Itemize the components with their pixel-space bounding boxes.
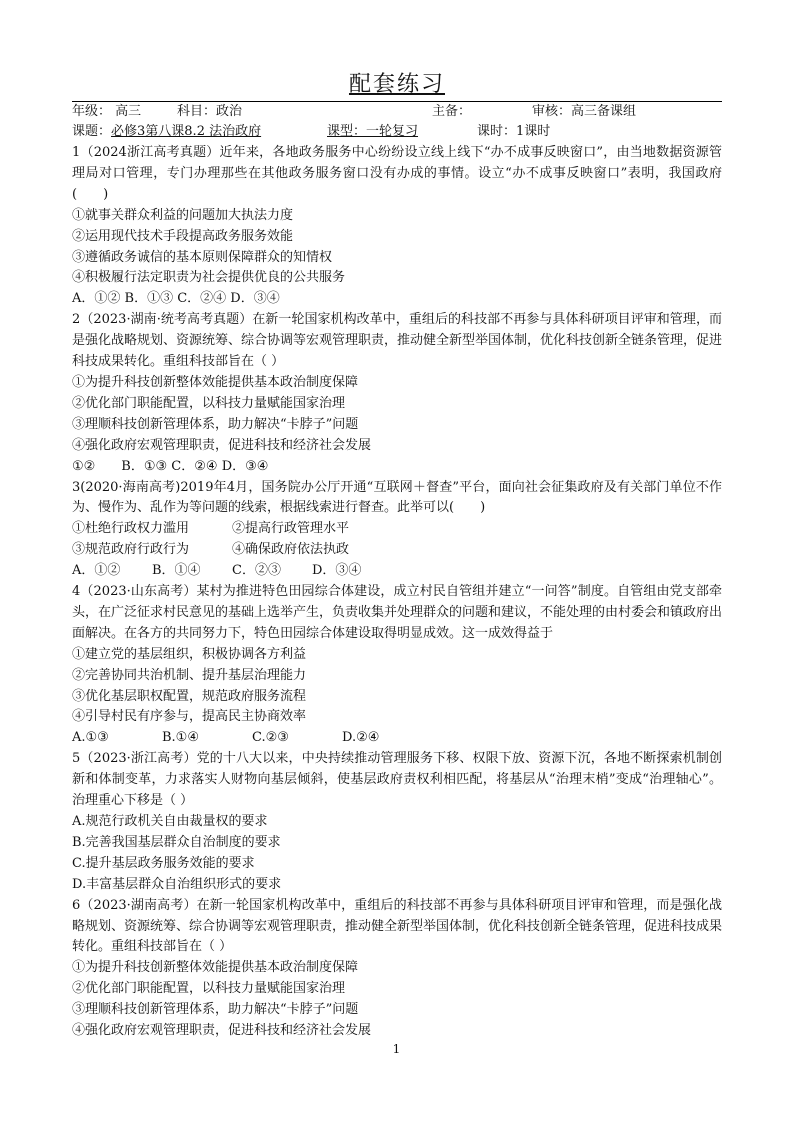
question-2 bbox=[72, 310, 722, 477]
page-number: 1 bbox=[392, 1042, 401, 1056]
question-option: ④强化政府宏观管理职责，促进科技和经济社会发展 bbox=[72, 437, 372, 453]
question-option: ②运用现代技术手段提高政务服务效能 bbox=[72, 228, 294, 244]
option-pair-row bbox=[72, 540, 722, 561]
grade-field: 年级： 高三 bbox=[72, 104, 142, 119]
page-title: 配套练习 bbox=[348, 72, 445, 97]
answer-choices: A．①② B．①③ C．②④ D．③④ bbox=[72, 291, 280, 307]
answer-choice: A．①② bbox=[72, 563, 121, 579]
meta-row-1 bbox=[72, 102, 722, 122]
answer-choice: D．③④ bbox=[312, 563, 362, 579]
question-option: ④引导村民有序参与，提高民主协商效率 bbox=[72, 709, 307, 725]
question-option: ③优化基层职权配置，规范政府服务流程 bbox=[72, 688, 307, 704]
answer-choices bbox=[72, 561, 722, 582]
question-option: ②提高行政管理水平 bbox=[232, 521, 350, 537]
question-4 bbox=[72, 582, 722, 749]
question-option: ③理顺科技创新管理体系，助力解决“卡脖子”问题 bbox=[72, 1002, 359, 1018]
answer-choices bbox=[72, 728, 722, 749]
question-option: ②优化部门职能配置，以科技力量赋能国家治理 bbox=[72, 981, 346, 997]
question-option: ①建立党的基层组织，积极协调各方利益 bbox=[72, 646, 307, 662]
topic-value: 必修3第八课8.2 法治政府 bbox=[111, 124, 262, 139]
question-option: D.丰富基层群众自治组织形式的要求 bbox=[72, 876, 282, 892]
question-stem: 3(2020·海南高考)2019年4月，国务院办公厅开通“互联网＋督查”平台，面向社会征集政府及有关部门单位不作为、慢作为、乱作为等问题的线索，根据线索进行督查。此举可以( ) bbox=[72, 479, 722, 516]
question-option: ②完善协同共治机制、提升基层治理能力 bbox=[72, 667, 307, 683]
question-6 bbox=[72, 896, 722, 1042]
answer-choices: ①② B．①③ C．②④ D．③④ bbox=[72, 458, 269, 474]
question-option: B.完善我国基层群众自治制度的要求 bbox=[72, 834, 281, 850]
question-option: ④确保政府依法执政 bbox=[232, 542, 350, 558]
question-option: ①杜绝行政权力滥用 bbox=[72, 521, 190, 537]
question-option: ①为提升科技创新整体效能提供基本政治制度保障 bbox=[72, 374, 359, 390]
question-option: ③理顺科技创新管理体系，助力解决“卡脖子”问题 bbox=[72, 416, 359, 432]
answer-choice: D.②④ bbox=[342, 730, 380, 746]
option-pair-row bbox=[72, 519, 722, 540]
question-stem: 5（2023·浙江高考）党的十八大以来，中央持续推动管理服务下移、权限下放、资源下沉，各地不断探索机制创新和体制变革，力求落实人财物向基层倾斜，使基层政府责权利相匹配，将基层从“治理末梢”变成“治理轴心”。治理重心下移是（ ） bbox=[72, 751, 722, 809]
preparer-field: 主备： bbox=[432, 104, 472, 119]
topic-label: 课题： bbox=[72, 124, 112, 139]
question-option: C.提升基层政务服务效能的要求 bbox=[72, 855, 255, 871]
document-page bbox=[72, 70, 722, 1042]
question-stem: 1（2024浙江高考真题）近年来，各地政务服务中心纷纷设立线上线下“办不成事反映窗口”，由当地数据资源管理局对口管理，专门办理那些在其他政务服务窗口没有办成的事情。设立“办不成事反映窗口”表明，我国政府( ) bbox=[72, 145, 722, 202]
question-list bbox=[72, 143, 722, 1042]
question-option: ④强化政府宏观管理职责，促进科技和经济社会发展 bbox=[72, 1023, 372, 1039]
question-option: ②优化部门职能配置，以科技力量赋能国家治理 bbox=[72, 395, 346, 411]
question-option: ④积极履行法定职责为社会提供优良的公共服务 bbox=[72, 270, 346, 286]
lesson-type-field: 课型：一轮复习 bbox=[327, 124, 419, 139]
question-5 bbox=[72, 749, 722, 895]
answer-choice: C．②③ bbox=[232, 563, 281, 579]
answer-choice: B．①④ bbox=[152, 563, 201, 579]
question-option: ③规范政府行政行为 bbox=[72, 542, 190, 558]
question-3 bbox=[72, 478, 722, 583]
answer-choice: B.①④ bbox=[162, 730, 199, 746]
question-option: ①为提升科技创新整体效能提供基本政治制度保障 bbox=[72, 960, 359, 976]
question-1 bbox=[72, 143, 722, 310]
subject-field: 科目：政治 bbox=[177, 104, 243, 119]
question-option: ①就事关群众利益的问题加大执法力度 bbox=[72, 207, 294, 223]
reviewer-field: 审核：高三备课组 bbox=[532, 104, 637, 119]
hours-field: 课时：1课时 bbox=[477, 124, 551, 139]
question-option: ③遵循政务诚信的基本原则保障群众的知情权 bbox=[72, 249, 333, 265]
question-option: A.规范行政机关自由裁量权的要求 bbox=[72, 814, 268, 829]
question-stem: 4（2023·山东高考）某村为推进特色田园综合体建设，成立村民自管组并建立“一问答”制度。自管组由党支部牵头，在广泛征求村民意见的基础上选举产生，负责收集并处理群众的问题和建议，不能处理的由村委会和镇政府出面解决。在各方的共同努力下，特色田园综合体建设取得明显成效。这一成效得益于 bbox=[72, 584, 723, 641]
answer-choice: A.①③ bbox=[72, 730, 109, 746]
meta-row-2 bbox=[72, 122, 722, 142]
topic-field bbox=[72, 122, 327, 142]
answer-choice: C.②③ bbox=[252, 730, 289, 746]
question-stem: 6（2023·湖南高考）在新一轮国家机构改革中，重组后的科技部不再参与具体科研项目评审和管理，而是强化战略规划、资源统筹、综合协调等宏观管理职责，推动健全新型举国体制，优化科技创新全链条管理，促进科技成果转化。重组科技部旨在（ ） bbox=[72, 897, 723, 955]
question-stem: 2（2023·湖南·统考高考真题）在新一轮国家机构改革中，重组后的科技部不再参与具体科研项目评审和管理，而是强化战略规划、资源统筹、综合协调等宏观管理职责，推动健全新型举国体制，优化科技创新全链条管理，促进科技成果转化。重组科技部旨在（ ） bbox=[72, 312, 723, 370]
